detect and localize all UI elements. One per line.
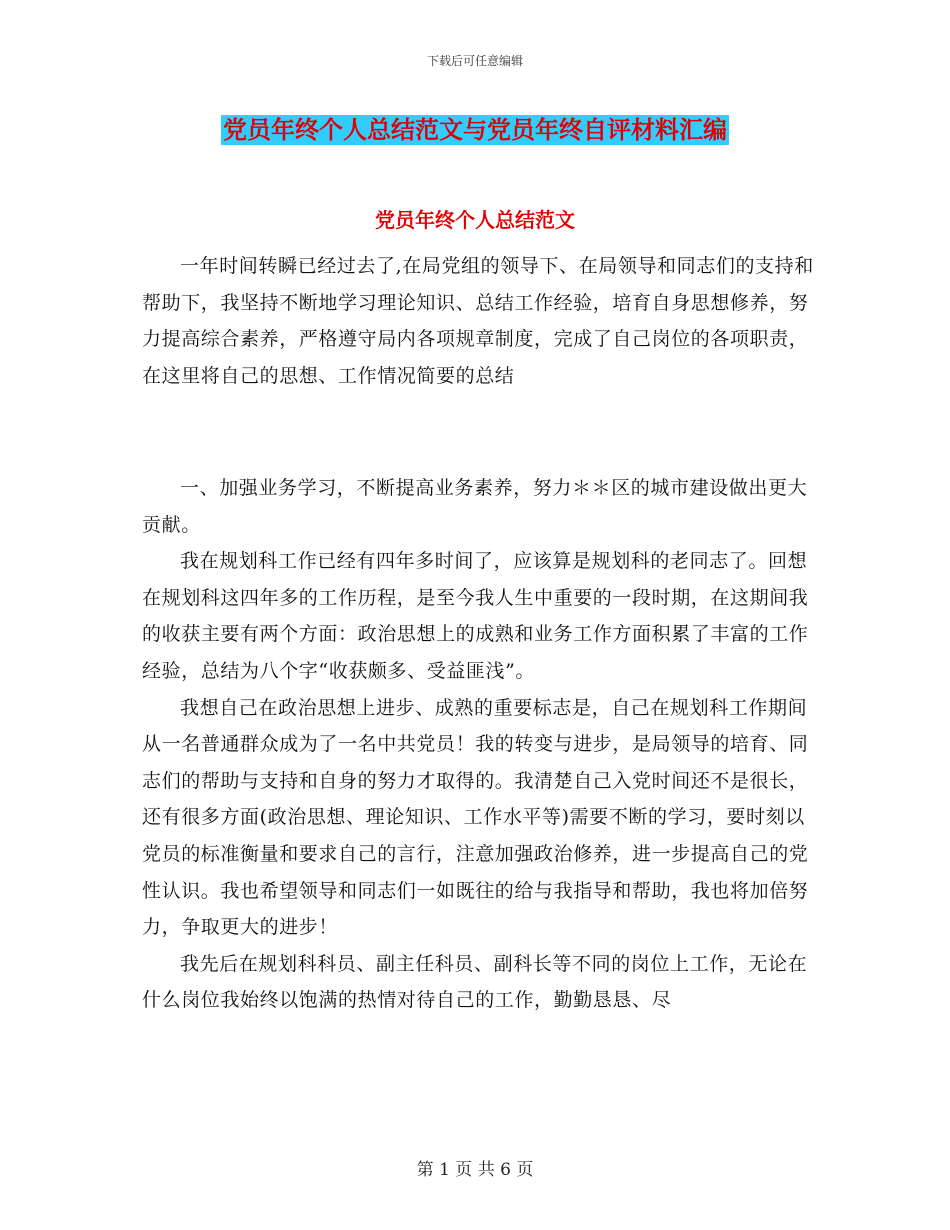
- paragraph-heading-one: 一、加强业务学习，不断提高业务素养，努力＊＊区的城市建设做出更大贡献。: [142, 477, 808, 536]
- section-title: 党员年终个人总结范文: [375, 208, 575, 232]
- paragraph-intro: 一年时间转瞬已经过去了,在局党组的领导下、在局领导和同志们的支持和帮助下，我坚持不断地学习理论知识、总结工作经验，培育自身思想修养，努力提高综合素养，严格遵守局内各项规章制度，完成了自己岗位的各项职责，在这里将自己的思想、工作情况简要的总结: [142, 255, 814, 387]
- document-title: 党员年终个人总结范文与党员年终自评材料汇编: [223, 116, 727, 144]
- paragraph: 我在规划科工作已经有四年多时间了，应该算是规划科的老同志了。回想在规划科这四年多的工作历程，是至今我人生中重要的一段时期，在这期间我的收获主要有两个方面：政治思想上的成熟和业务工作方面积累了丰富的工作经验，总结为八个字“收获颇多、受益匪浅”。: [142, 550, 809, 682]
- page-header-note: 下载后可任意编辑: [426, 54, 523, 68]
- main-body-block: [142, 470, 814, 1019]
- intro-block: [142, 248, 814, 394]
- page-number: 第 1 页 共 6 页: [416, 1160, 534, 1180]
- paragraph: 我想自己在政治思想上进步、成熟的重要标志是，自己在规划科工作期间从一名普通群众成为了一名中共党员！我的转变与进步，是局领导的培育、同志们的帮助与支持和自身的努力才取得的。我清楚自己入党时间还不是很长，还有很多方面(政治思想、理论知识、工作水平等)需要不断的学习，要时刻以党员的标准衡量和要求自己的言行，注意加强政治修养，进一步提高自己的党性认识。我也希望领导和同志们一如既往的给与我指导和帮助，我也将加倍努力，争取更大的进步！: [142, 696, 809, 939]
- document-title-wrapper: [0, 115, 950, 145]
- paragraph: 我先后在规划科科员、副主任科员、副科长等不同的岗位上工作，无论在什么岗位我始终以饱满的热情对待自己的工作，勤勤恳恳、尽: [142, 952, 808, 1012]
